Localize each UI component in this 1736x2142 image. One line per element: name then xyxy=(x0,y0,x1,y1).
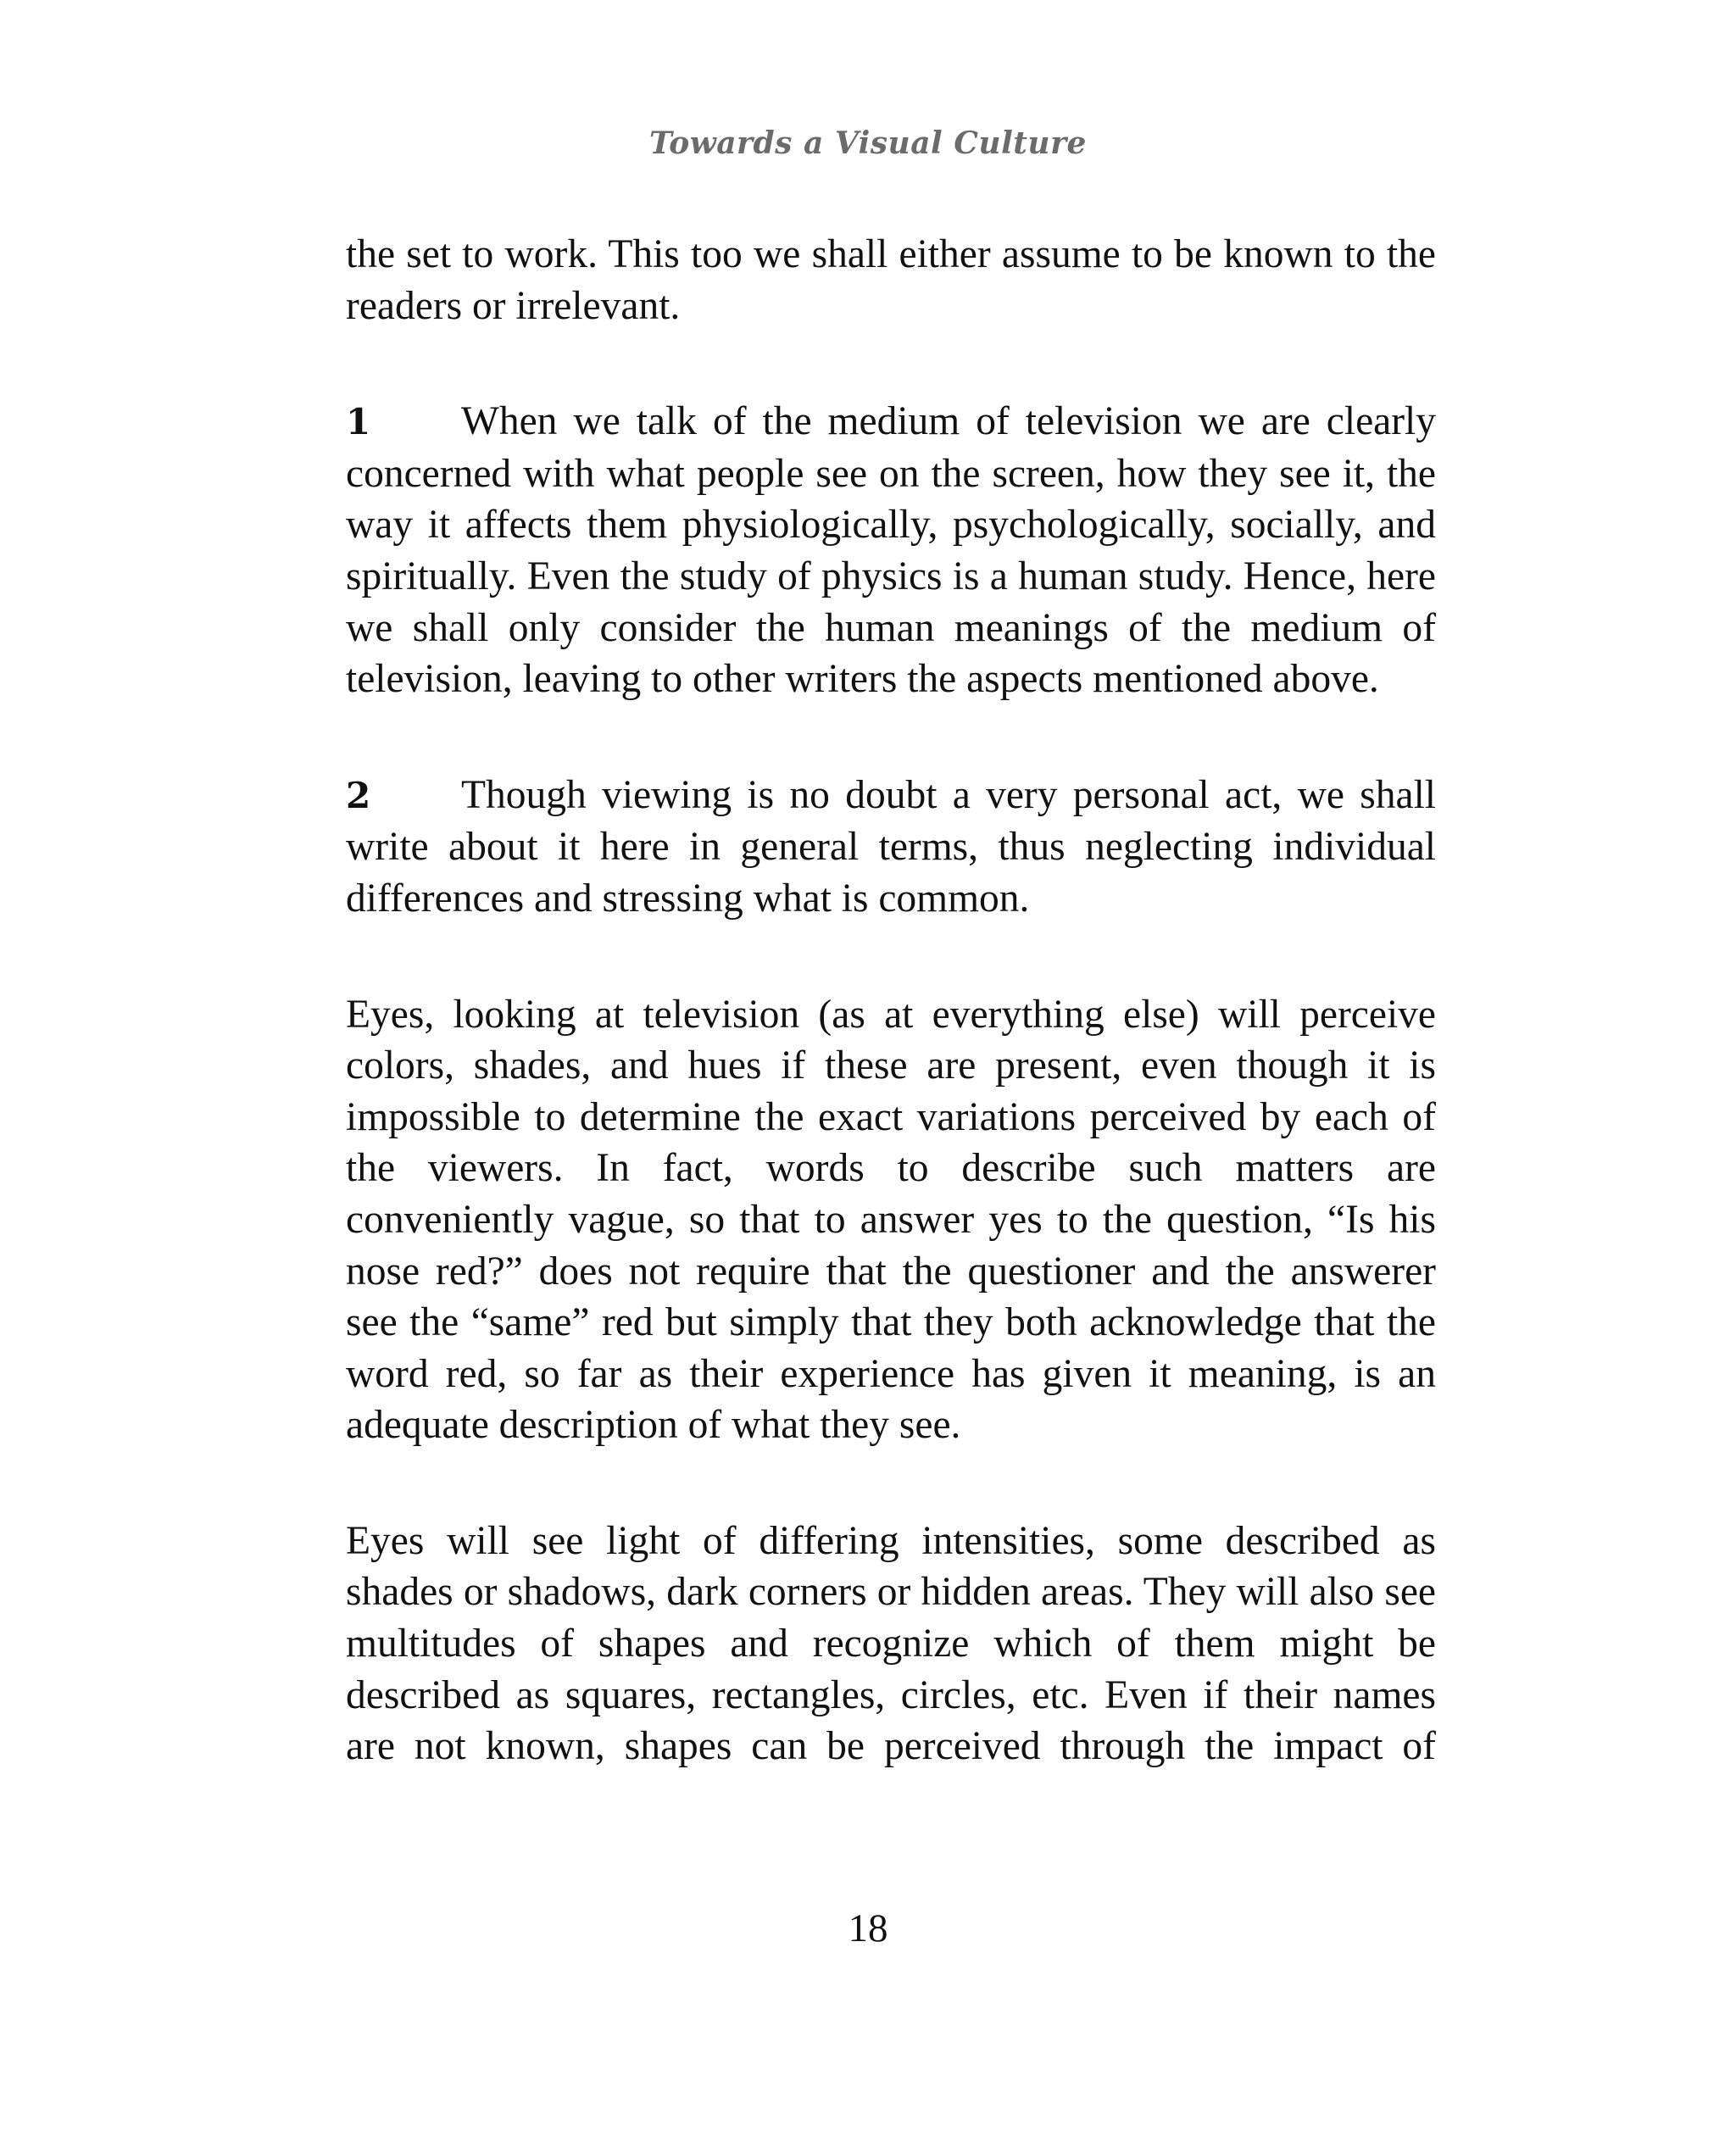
paragraph-text: Eyes will see light of differing intensities, some described as shades or shadows, dark corners or hidden areas. They will also see multitudes of shapes and recognize which of them might be described as squares, rectangles, circles, etc. Even if their names are not known, shapes can be perceived through the impact of xyxy=(346,1518,1436,1769)
paragraph-continuation xyxy=(346,229,1436,331)
paragraph-numbered-2 xyxy=(346,770,1436,925)
paragraph-number: 1 xyxy=(346,401,371,443)
paragraph-numbered-1 xyxy=(346,396,1436,705)
paragraph-text: Though viewing is no doubt a very personal act, we shall write about it here in general terms, thus neglecting individual differences and stressing what is common. xyxy=(346,772,1436,921)
paragraph-text: Eyes, looking at television (as at everything else) will perceive colors, shades, and hues if these are present, even though it is impossible to determine the exact variations perceived by each of the viewers. In fact, words to describe such matters are conveniently vague, so that to answer yes to the question, “Is his nose red?” does not require that the questioner and the answerer see the “same” red but simply that they both acknowledge that the word red, so far as their experience has given it meaning, is an adequate description of what they see. xyxy=(346,992,1436,1448)
paragraph-colors xyxy=(346,989,1436,1451)
paragraph-text: the set to work. This too we shall either assume to be known to the readers or irrelevant. xyxy=(346,232,1436,328)
page-number: 18 xyxy=(848,1906,888,1950)
body-text xyxy=(346,229,1436,1837)
paragraph-shapes xyxy=(346,1516,1436,1772)
paragraph-text: When we talk of the medium of television we are clearly concerned with what people see on the screen, how they see it, the way it affects them physiologically, psychologically, socially, and spiritually. Even the study of physics is a human study. Hence, here we shall only consider the human meanings of the medium of television, leaving to other writers the aspects mentioned above. xyxy=(346,399,1436,702)
paragraph-number: 2 xyxy=(346,774,371,816)
running-head: Towards a Visual Culture xyxy=(649,125,1087,161)
